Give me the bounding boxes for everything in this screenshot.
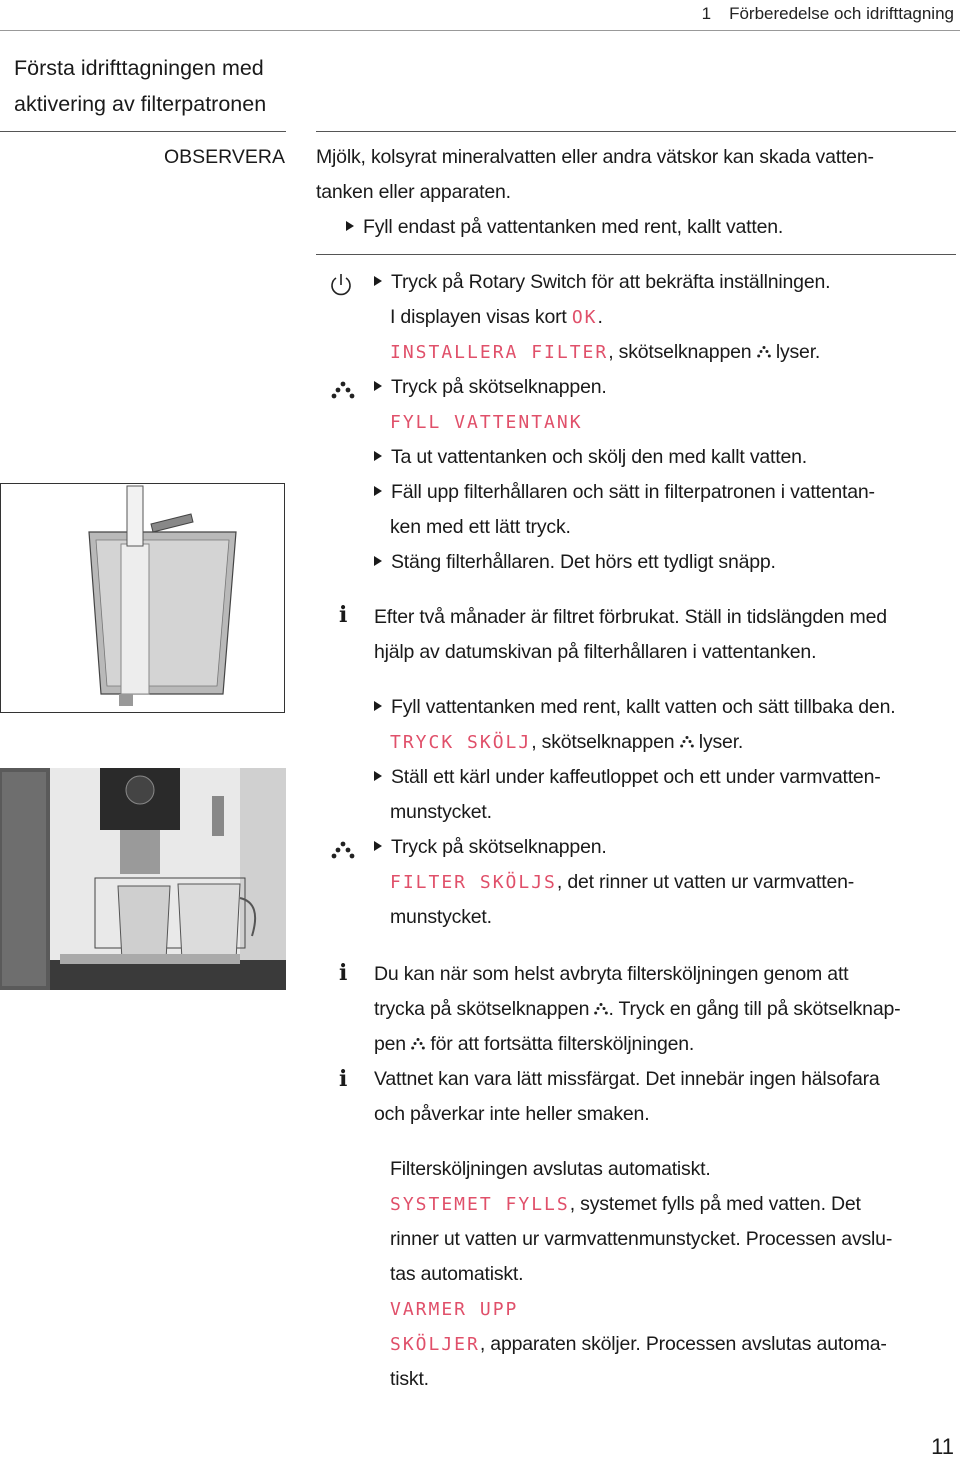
care-icon: [411, 1037, 425, 1051]
info-icon: i: [339, 960, 348, 986]
step-rotary: Tryck på Rotary Switch för att bekräfta inställningen.: [374, 265, 830, 300]
bullet-triangle-icon: [374, 486, 382, 496]
info-text: och påverkar inte heller smaken.: [374, 1103, 650, 1125]
bullet-triangle-icon: [374, 556, 382, 566]
step-install: INSTALLERA FILTER, skötselknappen lyser.: [390, 341, 821, 363]
info-text: Du kan när som helst avbryta filtersköljningen genom att: [374, 963, 849, 985]
display-fyll: [390, 405, 583, 440]
display-text: SKÖLJER: [390, 1334, 480, 1355]
chapter-title: Förberedelse och idrifttagning: [729, 4, 954, 23]
step-press-care-2: Tryck på skötselknappen.: [374, 830, 607, 865]
step-ok: I displayen visas kort OK.: [390, 306, 603, 328]
power-icon: [328, 272, 354, 298]
info-text: trycka på skötselknappen . Tryck en gång till på skötselknap-: [374, 998, 901, 1020]
step-close-holder: Stäng filterhållaren. Det hörs ett tydligt snäpp.: [374, 545, 776, 580]
info-text: pen för att fortsätta filtersköljningen.: [374, 1033, 695, 1055]
bullet-triangle-icon: [346, 221, 354, 231]
step-place-vessel: Ställ ett kärl under kaffeutloppet och ett under varmvatten-: [374, 760, 881, 795]
observera-text: Mjölk, kolsyrat mineralvatten eller andra vätskor kan skada vatten-: [316, 146, 874, 168]
step-filter-skoljs: FILTER SKÖLJS, det rinner ut vatten ur varmvatten-: [390, 871, 855, 893]
step-tryck: TRYCK SKÖLJ, skötselknappen lyser.: [390, 731, 744, 753]
bullet-triangle-icon: [374, 381, 382, 391]
divider: [0, 131, 286, 132]
display-text: INSTALLERA FILTER: [390, 342, 609, 363]
closing-text: tiskt.: [390, 1368, 429, 1390]
bullet-triangle-icon: [374, 841, 382, 851]
display-text: FILTER SKÖLJS: [390, 872, 557, 893]
step-press-care: Tryck på skötselknappen.: [374, 370, 607, 405]
display-text: FYLL VATTENTANK: [390, 412, 583, 433]
bullet-triangle-icon: [374, 451, 382, 461]
bullet-triangle-icon: [374, 276, 382, 286]
observera-step: Fyll endast på vattentanken med rent, kallt vatten.: [346, 210, 783, 245]
step-fold-up: Fäll upp filterhållaren och sätt in filterpatronen i vattentan-: [374, 475, 875, 510]
closing-text: tas automatiskt.: [390, 1263, 524, 1285]
closing-text: SYSTEMET FYLLS, systemet fylls på med vatten. Det: [390, 1193, 861, 1215]
step-filter-skoljs-cont: munstycket.: [390, 906, 492, 928]
info-text: hjälp av datumskivan på filterhållaren i vattentanken.: [374, 641, 817, 663]
water-tank-drawing: [1, 484, 284, 712]
running-header: [702, 0, 954, 28]
section-title: [14, 50, 304, 122]
info-text: Vattnet kan vara lätt missfärgat. Det innebär ingen hälsofara: [374, 1068, 880, 1090]
step-remove-tank: Ta ut vattentanken och skölj den med kallt vatten.: [374, 440, 807, 475]
step-fill-tank: Fyll vattentanken med rent, kallt vatten och sätt tillbaka den.: [374, 690, 895, 725]
closing-text: rinner ut vatten ur varmvattenmunstycket. Processen avslu-: [390, 1228, 893, 1250]
bullet-triangle-icon: [374, 771, 382, 781]
closing-text: [390, 1292, 518, 1327]
chapter-number: 1: [701, 4, 712, 23]
info-icon: i: [339, 602, 348, 628]
header-rule: [0, 30, 960, 31]
coffee-machine-drawing: [0, 768, 286, 990]
coffee-machine-illustration: [0, 768, 286, 990]
observera-text: tanken eller apparaten.: [316, 181, 511, 203]
info-icon: i: [339, 1066, 348, 1092]
display-text: OK: [571, 307, 598, 328]
section-title-line: aktivering av filterpatronen: [14, 92, 267, 116]
info-text: Efter två månader är filtret förbrukat. Ställ in tidslängden med: [374, 606, 887, 628]
observera-label: OBSERVERA: [163, 146, 285, 168]
care-icon: [680, 735, 694, 749]
divider: [316, 254, 956, 255]
water-tank-illustration: [0, 483, 285, 713]
display-text: TRYCK SKÖLJ: [390, 732, 532, 753]
care-icon: [330, 838, 356, 864]
display-text: VARMER UPP: [390, 1299, 519, 1320]
closing-text: SKÖLJER, apparaten sköljer. Processen avslutas automa-: [390, 1333, 887, 1355]
care-icon: [594, 1002, 608, 1016]
divider: [316, 131, 956, 132]
step-place-vessel-cont: munstycket.: [390, 801, 492, 823]
section-title-line: Första idrifttagningen med: [14, 56, 264, 80]
care-icon: [757, 345, 771, 359]
step-fold-up-cont: ken med ett lätt tryck.: [390, 516, 571, 538]
page-number: 11: [931, 1434, 954, 1459]
bullet-triangle-icon: [374, 701, 382, 711]
care-icon: [330, 378, 356, 404]
closing-text: Filtersköljningen avslutas automatiskt.: [390, 1158, 711, 1180]
display-text: SYSTEMET FYLLS: [390, 1194, 570, 1215]
